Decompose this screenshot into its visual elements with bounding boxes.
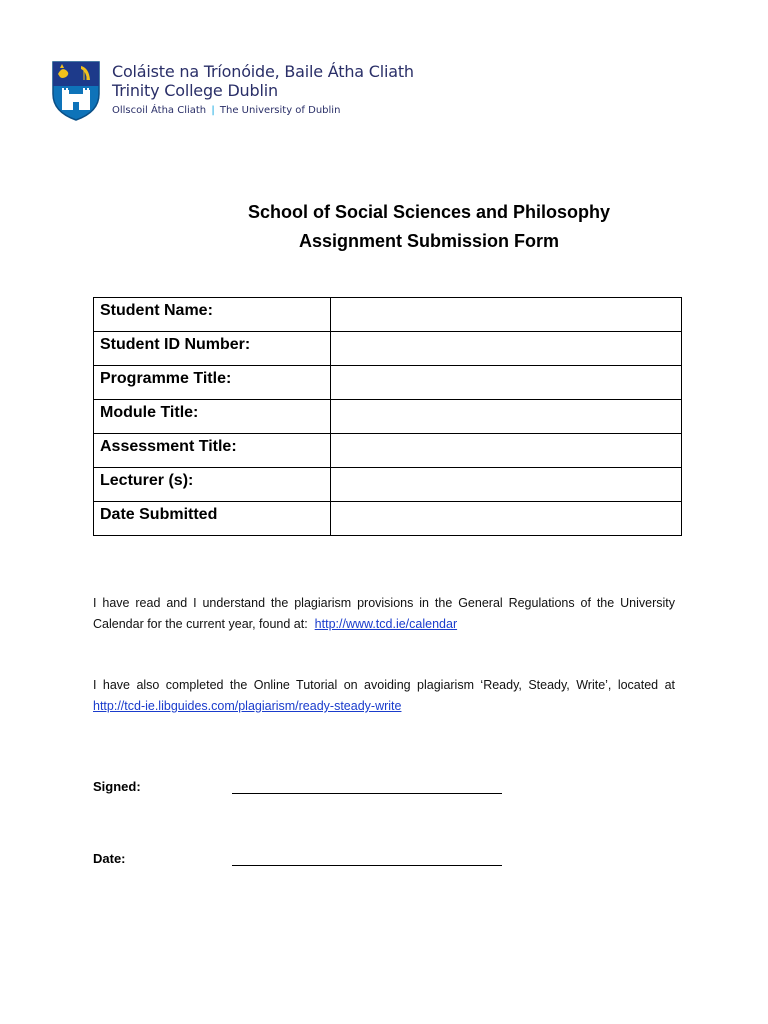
date-row: [93, 851, 126, 866]
university-crest-logo: [51, 60, 101, 122]
tutorial-link[interactable]: http://tcd-ie.libguides.com/plagiarism/ready-steady-write: [93, 699, 402, 713]
subtitle-separator: |: [211, 105, 215, 116]
field-label-assessment-title: Assessment Title:: [94, 434, 331, 468]
table-row: [94, 298, 682, 332]
table-row: [94, 332, 682, 366]
field-value-student-id[interactable]: [330, 332, 681, 366]
date-line[interactable]: [232, 851, 502, 866]
submission-details-table: [93, 297, 682, 536]
plagiarism-declaration-tutorial: [93, 675, 675, 717]
university-subtitle-english: The University of Dublin: [219, 105, 341, 116]
field-value-module-title[interactable]: [330, 400, 681, 434]
calendar-link[interactable]: http://www.tcd.ie/calendar: [314, 617, 458, 631]
field-value-student-name[interactable]: [330, 298, 681, 332]
field-label-date-submitted: Date Submitted: [94, 502, 331, 536]
date-label: Date:: [93, 851, 126, 866]
signature-line[interactable]: [232, 779, 502, 794]
table-row: [94, 400, 682, 434]
field-value-lecturer[interactable]: [330, 468, 681, 502]
field-value-assessment-title[interactable]: [330, 434, 681, 468]
table-row: [94, 502, 682, 536]
table-row: [94, 468, 682, 502]
title-school: School of Social Sciences and Philosophy: [247, 202, 611, 222]
signature-row: [93, 779, 141, 794]
document-title: [0, 198, 768, 256]
university-name: [112, 62, 414, 118]
field-label-lecturer: Lecturer (s):: [94, 468, 331, 502]
field-label-student-name: Student Name:: [94, 298, 331, 332]
university-subtitle-irish: Ollscoil Átha Cliath: [112, 105, 207, 116]
field-value-date-submitted[interactable]: [330, 502, 681, 536]
field-label-module-title: Module Title:: [94, 400, 331, 434]
field-label-student-id: Student ID Number:: [94, 332, 331, 366]
table-row: [94, 434, 682, 468]
title-form: Assignment Submission Form: [298, 231, 560, 251]
declaration-tutorial-text: I have also completed the Online Tutorial on avoiding plagiarism ‘Ready, Steady, Write’, located at: [93, 678, 675, 692]
signed-label: Signed:: [93, 779, 141, 794]
field-value-programme-title[interactable]: [330, 366, 681, 400]
university-name-english: Trinity College Dublin: [112, 81, 278, 100]
plagiarism-declaration-calendar: [93, 593, 675, 635]
field-label-programme-title: Programme Title:: [94, 366, 331, 400]
declaration-calendar-text: I have read and I understand the plagiarism provisions in the General Regulations of the University Calendar for the current year, found at:: [93, 596, 675, 631]
university-subtitle: [112, 104, 414, 118]
university-name-irish: Coláiste na Tríonóide, Baile Átha Cliath: [112, 62, 414, 81]
table-row: [94, 366, 682, 400]
